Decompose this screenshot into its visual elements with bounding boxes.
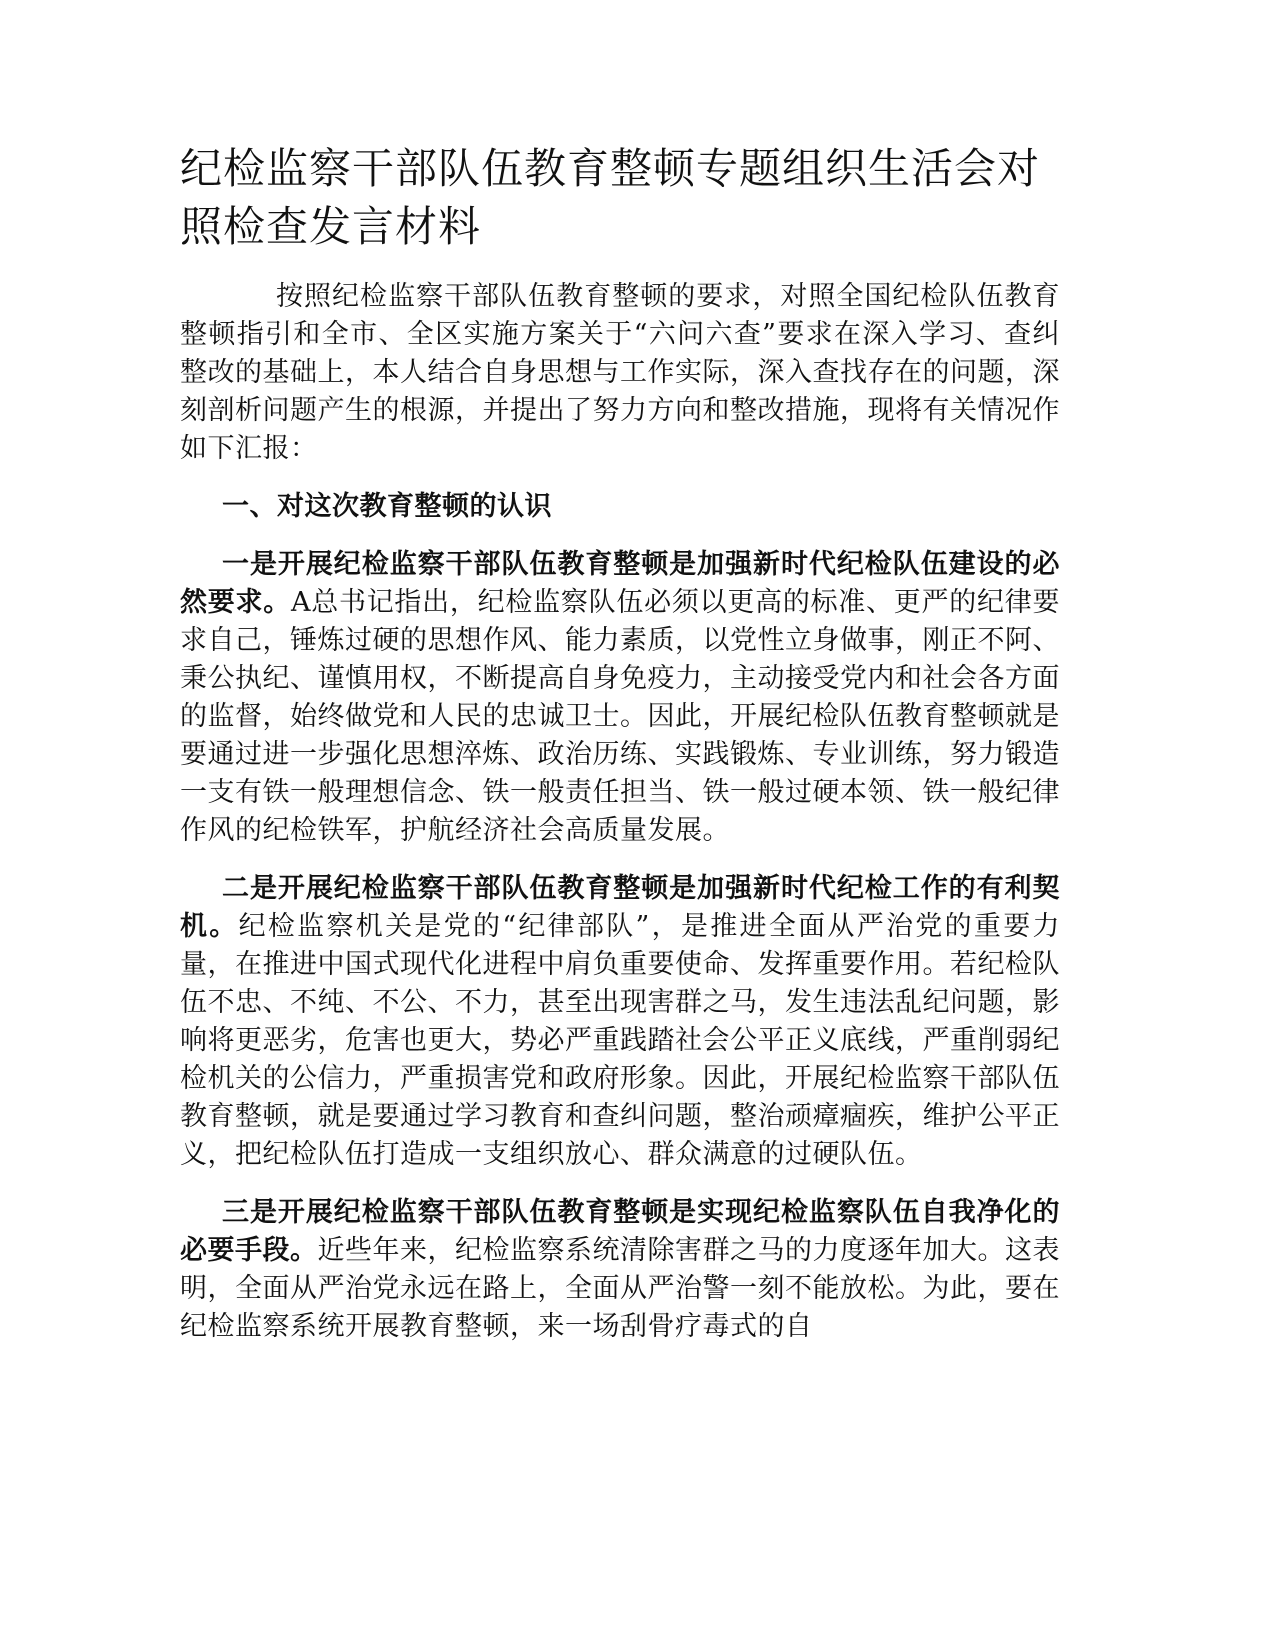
document-page — [180, 140, 1060, 1366]
point-body-3: 近些年来，纪检监察系统清除害群之马的力度逐年加大。这表明，全面从严治党永远在路上，全面从严治警一刻不能放松。为此，要在纪检监察系统开展教育整顿，来一场刮骨疗毒式的自 — [180, 1235, 1060, 1342]
point-body-1: A总书记指出，纪检监察队伍必须以更高的标准、更严的纪律要求自己，锤炼过硬的思想作风、能力素质，以党性立身做事，刚正不阿、秉公执纪、谨慎用权，不断提高自身免疫力，主动接受党内和社会各方面的监督，始终做党和人民的忠诚卫士。因此，开展纪检队伍教育整顿就是要通过进一步强化思想淬炼、政治历练、实践锻炼、专业训练，努力锻造一支有铁一般理想信念、铁一般责任担当、铁一般过硬本领、铁一般纪律作风的纪检铁军，护航经济社会高质量发展。 — [180, 587, 1060, 846]
point-lead-2: 二是开展纪检监察干部队伍教育整顿是加强新时代纪检工作的有利契机。 — [180, 873, 1060, 942]
intro-paragraph: 按照纪检监察干部队伍教育整顿的要求，对照全国纪检队伍教育整顿指引和全市、全区实施方案关于“六问六查”要求在深入学习、查纠整改的基础上，本人结合自身思想与工作实际，深入查找存在的问题，深刻剖析问题产生的根源，并提出了努力方向和整改措施，现将有关情况作如下汇报： — [180, 281, 1060, 464]
point-lead-1: 一是开展纪检监察干部队伍教育整顿是加强新时代纪检队伍建设的必然要求。 — [180, 549, 1060, 618]
point-body-2: 纪检监察机关是党的“纪律部队”，是推进全面从严治党的重要力量，在推进中国式现代化进程中肩负重要使命、发挥重要作用。若纪检队伍不忠、不纯、不公、不力，甚至出现害群之马，发生违法乱纪问题，影响将更恶劣，危害也更大，势必严重践踏社会公平正义底线，严重削弱纪检机关的公信力，严重损害党和政府形象。因此，开展纪检监察干部队伍教育整顿，就是要通过学习教育和查纠问题，整治顽瘴痼疾，维护公平正义，把纪检队伍打造成一支组织放心、群众满意的过硬队伍。 — [180, 911, 1060, 1170]
section-heading-1: 一、对这次教育整顿的认识 — [222, 491, 552, 522]
point-paragraph-3 — [180, 1194, 1060, 1346]
document-title: 纪检监察干部队伍教育整顿专题组织生活会对照检查发言材料 — [180, 144, 1041, 251]
point-paragraph-1 — [180, 546, 1060, 850]
point-paragraph-2 — [180, 870, 1060, 1174]
point-lead-3: 三是开展纪检监察干部队伍教育整顿是实现纪检监察队伍自我净化的必要手段。 — [180, 1197, 1060, 1266]
